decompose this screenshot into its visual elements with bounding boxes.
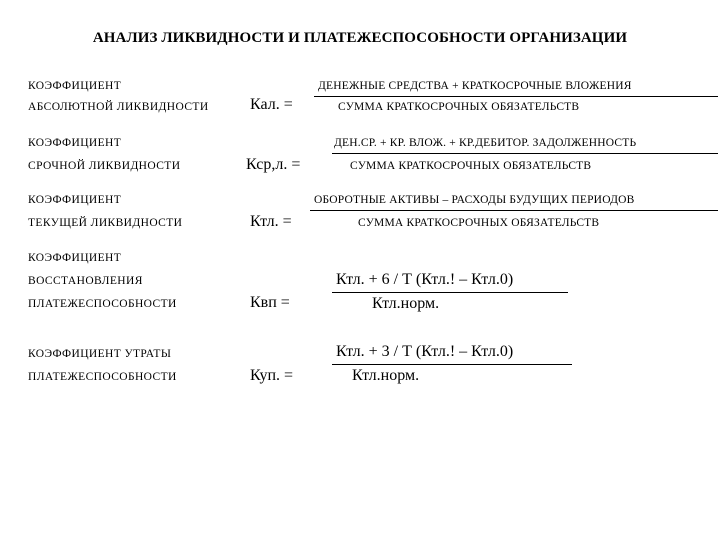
formula-numerator: Ктл. + 3 / Т (Ктл.! – Ктл.0)	[336, 343, 514, 360]
formula-label-line: ТЕКУЩЕЙ ЛИКВИДНОСТИ	[28, 217, 183, 229]
formula-symbol: Квп =	[250, 294, 290, 311]
formula-label-line: КОЭФФИЦИЕНТ	[28, 137, 122, 149]
formula-denominator: СУММА КРАТКОСРОЧНЫХ ОБЯЗАТЕЛЬСТВ	[350, 160, 592, 172]
formula-label-line: КОЭФФИЦИЕНТ УТРАТЫ	[28, 348, 172, 360]
formula-symbol: Ктл. =	[250, 213, 292, 230]
formula-denominator: СУММА КРАТКОСРОЧНЫХ ОБЯЗАТЕЛЬСТВ	[358, 217, 600, 229]
formula-numerator: ДЕН.СР. + КР. ВЛОЖ. + КР.ДЕБИТОР. ЗАДОЛЖЕННОСТЬ	[334, 137, 637, 149]
formula-denominator: СУММА КРАТКОСРОЧНЫХ ОБЯЗАТЕЛЬСТВ	[338, 101, 580, 113]
formula-symbol: Кср,л. =	[246, 156, 301, 173]
formula-label-line: АБСОЛЮТНОЙ ЛИКВИДНОСТИ	[28, 101, 209, 113]
formula-denominator: Ктл.норм.	[352, 367, 420, 384]
fraction-line	[332, 364, 572, 365]
fraction-line	[310, 210, 718, 211]
page-title: АНАЛИЗ ЛИКВИДНОСТИ И ПЛАТЕЖЕСПОСОБНОСТИ ОРГАНИЗАЦИИ	[92, 30, 628, 46]
formula-label-line: КОЭФФИЦИЕНТ	[28, 80, 122, 92]
formula-label-line: КОЭФФИЦИЕНТ	[28, 252, 122, 264]
formula-denominator: Ктл.норм.	[372, 295, 440, 312]
fraction-line	[332, 292, 568, 293]
fraction-line	[314, 96, 718, 97]
formula-symbol: Кал. =	[250, 96, 293, 113]
formula-numerator: ДЕНЕЖНЫЕ СРЕДСТВА + КРАТКОСРОЧНЫЕ ВЛОЖЕНИЯ	[318, 80, 632, 92]
formula-label-line: КОЭФФИЦИЕНТ	[28, 194, 122, 206]
formula-label-line: ВОССТАНОВЛЕНИЯ	[28, 275, 143, 287]
formula-label-line: ПЛАТЕЖЕСПОСОБНОСТИ	[28, 298, 177, 310]
formula-label-line: ПЛАТЕЖЕСПОСОБНОСТИ	[28, 371, 177, 383]
formula-label-line: СРОЧНОЙ ЛИКВИДНОСТИ	[28, 160, 181, 172]
formula-numerator: ОБОРОТНЫЕ АКТИВЫ – РАСХОДЫ БУДУЩИХ ПЕРИОДОВ	[314, 194, 635, 206]
formula-symbol: Куп. =	[250, 367, 294, 384]
formula-numerator: Ктл. + 6 / Т (Ктл.! – Ктл.0)	[336, 271, 514, 288]
fraction-line	[332, 153, 718, 154]
